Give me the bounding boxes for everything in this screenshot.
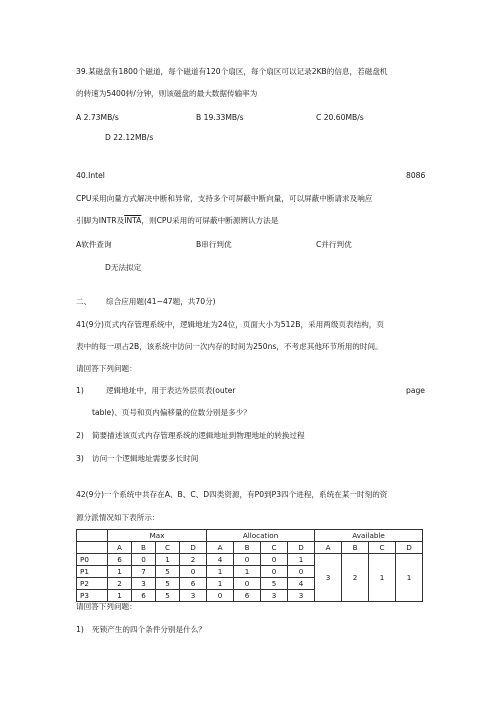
q39-line-1: 39.某磁盘有1800个磁道，每个磁道有120个扇区，每个扇区可以记录2KB的信息，若磁盘机 [76,67,388,76]
max-cell: 3 [132,578,156,590]
q42-item-1-number: 1) [76,625,84,634]
max-cell: 1 [108,566,132,578]
col-header: A [108,542,132,554]
max-cell: 1 [156,554,180,566]
q40-line-3-a: 引脚为INTR及 [76,216,125,225]
q40-option-c: C并行判优 [316,240,352,249]
group-header-available: Available [315,530,423,542]
col-header: B [132,542,156,554]
col-header: C [156,542,180,554]
max-cell: 5 [156,578,180,590]
inta-signal: INTA [124,216,142,225]
q39-line-2: 的转速为5400转/分钟，则该磁盘的最大数据传输率为 [76,89,258,98]
process-label: P0 [77,554,108,566]
q41-item-1-text-b: page [406,386,425,395]
table-row [77,554,423,566]
q40-line-2: CPU采用向量方式解决中断和异常，支持多个可屏蔽中断向量，可以屏蔽中断请求及响应 [76,194,373,203]
q42-item-1-text: 死锁产生的四个条件分别是什么？ [92,625,206,634]
q41-item-1-number: 1) [76,386,84,395]
allocation-cell: 4 [288,578,315,590]
col-header: B [342,542,369,554]
q41-line-2: 表中的每一项占2B，该系统中访问一次内存的时间为250ns，不考虑其他环节所用的时间。 [76,342,383,351]
allocation-cell: 4 [207,554,234,566]
allocation-cell: 0 [261,554,288,566]
table-corner-cell [77,530,108,542]
q42-after-table: 请回答下列问题： [76,602,137,611]
q41-item-2-number: 2) [76,431,84,440]
allocation-cell: 5 [261,578,288,590]
col-header: C [261,542,288,554]
group-header-allocation: Allocation [207,530,315,542]
allocation-cell: 0 [234,554,261,566]
q41-item-1-text-c: table)、页号和页内偏移量的位数分别是多少？ [92,408,251,417]
max-cell: 3 [180,590,207,602]
q42-line-1: 42(9分)一个系统中共存在A、B、C、D四类资源，有P0到P3四个进程，系统在某一时刻的资 [76,490,388,499]
col-header: B [234,542,261,554]
section-2-title: 综合应用题(41~47题，共70分) [106,297,216,306]
allocation-cell: 1 [207,566,234,578]
q40-head-right: 8086 [406,171,426,180]
allocation-cell: 0 [207,590,234,602]
allocation-cell: 3 [261,590,288,602]
col-header: D [180,542,207,554]
max-cell: 0 [180,566,207,578]
q40-option-d: D无法拟定 [105,263,142,272]
max-cell: 6 [132,590,156,602]
q41-line-1: 41(9分)页式内存管理系统中，逻辑地址为24位，页面大小为512B，采用两级页表结构，页 [76,320,384,329]
q40-head-left: 40.Intel [76,171,105,180]
allocation-cell: 1 [234,566,261,578]
q41-item-3-text: 访问一个逻辑地址需要多长时间 [92,454,199,463]
max-cell: 5 [156,566,180,578]
available-cell: 1 [396,554,423,602]
available-cell: 3 [315,554,342,602]
q42-line-2: 源分派情况如下表所示： [76,513,160,522]
max-cell: 5 [156,590,180,602]
allocation-cell: 6 [234,590,261,602]
allocation-cell: 0 [234,578,261,590]
process-label: P2 [77,578,108,590]
col-header: D [396,542,423,554]
q41-item-3-number: 3) [76,454,84,463]
process-label: P3 [77,590,108,602]
col-header: A [315,542,342,554]
max-cell: 6 [180,578,207,590]
allocation-cell: 1 [207,578,234,590]
group-header-max: Max [108,530,207,542]
available-cell: 1 [369,554,396,602]
max-cell: 7 [132,566,156,578]
table-column-header-row [77,542,423,554]
max-cell: 1 [108,590,132,602]
table-group-header-row [77,530,423,542]
allocation-cell: 0 [261,566,288,578]
section-2-number: 二、 [76,297,92,306]
q41-line-3: 请回答下列问题： [76,364,137,373]
col-header: D [288,542,315,554]
q40-option-a: A软件查询 [76,240,112,249]
table-corner-cell [77,542,108,554]
q39-option-b: B 19.33MB/s [196,113,244,122]
q41-item-2-text: 简要描述该页式内存管理系统的逻辑地址到物理地址的转换过程 [92,431,305,440]
available-cell: 2 [342,554,369,602]
col-header: C [369,542,396,554]
q41-item-1-text-a: 逻辑地址中，用于表达外层页表(outer [106,386,236,395]
allocation-cell: 1 [288,554,315,566]
max-cell: 6 [108,554,132,566]
max-cell: 2 [180,554,207,566]
q40-line-3-b: ，则CPU采用的可屏蔽中断源辨认方法是 [141,216,279,225]
allocation-cell: 0 [288,566,315,578]
q39-option-a: A 2.73MB/s [76,113,119,122]
q39-option-d: D 22.12MB/s [105,133,154,142]
resource-allocation-table [76,529,423,602]
allocation-cell: 3 [288,590,315,602]
max-cell: 0 [132,554,156,566]
q40-option-b: B串行判优 [196,240,232,249]
q39-option-c: C 20.60MB/s [316,113,364,122]
q40-line-3 [76,216,278,225]
process-label: P1 [77,566,108,578]
max-cell: 2 [108,578,132,590]
col-header: A [207,542,234,554]
